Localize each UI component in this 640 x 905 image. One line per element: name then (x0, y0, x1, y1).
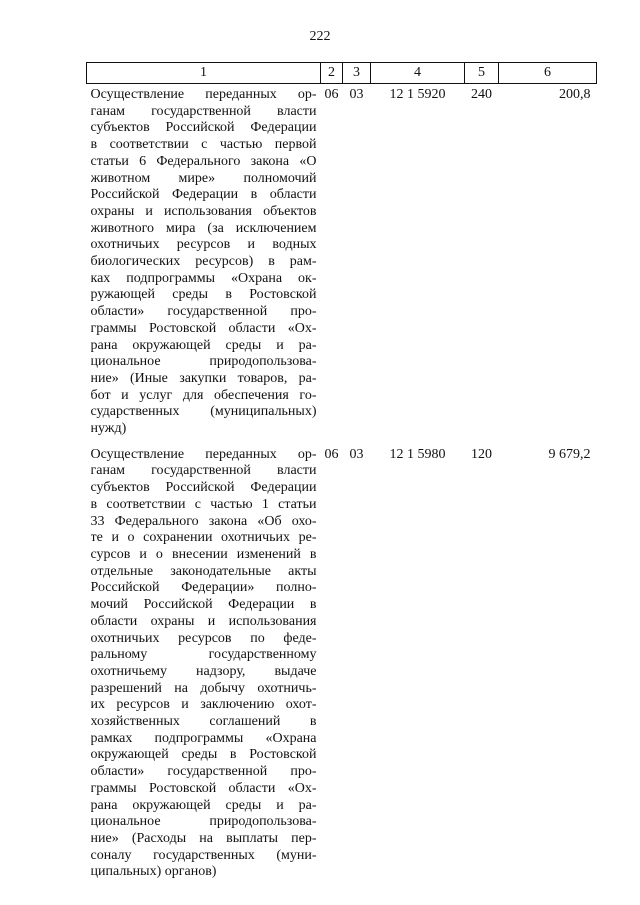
column-header-2: 2 (321, 63, 343, 84)
description-line: в соответствии с частью первой (90, 137, 317, 153)
description-line: ральному государственному (90, 647, 317, 663)
expense-type-code: 240 (471, 87, 492, 102)
description-line: Осуществление переданных ор- (90, 87, 317, 102)
expense-type-code: 120 (471, 446, 492, 462)
description-line: Осуществление переданных ор- (90, 446, 317, 462)
page-number: 222 (309, 29, 331, 44)
description-line: нужд) (90, 421, 127, 437)
description-line: соналу государственных (муни- (90, 847, 317, 863)
target-article-code: 12 1 5920 (389, 87, 446, 102)
description-line: ганам государственной власти (90, 463, 317, 479)
target-article-code: 12 1 5980 (389, 446, 446, 462)
description-line: охраны и использования объектов (90, 203, 317, 219)
description-line: ние» (Расходы на выплаты пер- (90, 830, 317, 846)
description-line: рана окружающей среды и ра- (90, 797, 317, 813)
description-line: ганам государственной власти (90, 103, 317, 119)
table-header-row (87, 63, 597, 84)
description-line: области» государственной про- (90, 764, 317, 780)
description-line: циональное природопользова- (90, 354, 317, 370)
description-line: их ресурсов и заключению охот- (90, 697, 317, 713)
description-line: хозяйственных соглашений в (90, 714, 317, 730)
description-line: отдельные законодательные акты (90, 563, 317, 579)
description-line: сударственных (муниципальных) (90, 404, 317, 420)
column-header-4: 4 (371, 63, 465, 84)
description-line: охотничьих ресурсов по феде- (90, 630, 317, 646)
subsection-code: 03 (349, 446, 364, 462)
description-line: субъектов Российской Федерации (90, 120, 317, 136)
description-line: животном мире» полномочий (90, 170, 317, 186)
description-line: мочий Российской Федерации в (90, 597, 317, 613)
amount: 200,8 (559, 87, 591, 102)
budget-table (86, 62, 597, 887)
description-line: рана окружающей среды и ра- (90, 337, 317, 353)
column-header-5: 5 (465, 63, 499, 84)
description-line: животного мира (за исключением (90, 220, 317, 236)
description-line: ках подпрограммы «Охрана ок- (90, 270, 317, 286)
description-line: бот и услуг для обеспечения го- (90, 387, 317, 403)
description-line: окружающей среды в Ростовской (90, 747, 317, 763)
table-row (87, 84, 597, 444)
description-line: циональное природопользова- (90, 814, 317, 830)
description-line: разрешений на добычу охотничь- (90, 680, 317, 696)
table-body (87, 84, 597, 888)
description-line: Российской Федерации в области (90, 187, 317, 203)
description-line: охотничьему надзору, выдаче (90, 663, 317, 679)
row-description (87, 444, 321, 887)
row-description (87, 84, 321, 444)
column-header-6: 6 (499, 63, 597, 84)
column-header-3: 3 (343, 63, 371, 84)
description-line: рамках подпрограммы «Охрана (90, 730, 317, 746)
description-line: ружающей среды в Ростовской (90, 287, 317, 303)
description-line: 33 Федерального закона «Об охо- (90, 513, 317, 529)
description-line: ние» (Иные закупки товаров, ра- (90, 370, 317, 386)
section-code: 06 (324, 87, 339, 102)
description-line: сурсов и о внесении изменений в (90, 546, 317, 562)
description-line: охотничьих ресурсов и водных (90, 237, 317, 253)
subsection-code: 03 (349, 87, 364, 102)
description-line: субъектов Российской Федерации (90, 480, 317, 496)
table-row (87, 444, 597, 887)
description-line: те и о сохранении охотничьих ре- (90, 530, 317, 546)
description-line: области» государственной про- (90, 304, 317, 320)
description-line: биологических ресурсов) в рам- (90, 254, 317, 270)
description-line: статьи 6 Федерального закона «О (90, 153, 317, 169)
description-line: области охраны и использования (90, 613, 317, 629)
description-line: Российской Федерации» полно- (90, 580, 317, 596)
description-line: граммы Ростовской области «Ох- (90, 780, 317, 796)
description-line: ципальных) органов) (90, 864, 217, 880)
description-line: граммы Ростовской области «Ох- (90, 320, 317, 336)
amount: 9 679,2 (548, 446, 591, 462)
description-line: в соответствии с частью 1 статьи (90, 496, 317, 512)
column-header-1: 1 (87, 63, 321, 84)
section-code: 06 (324, 446, 339, 462)
